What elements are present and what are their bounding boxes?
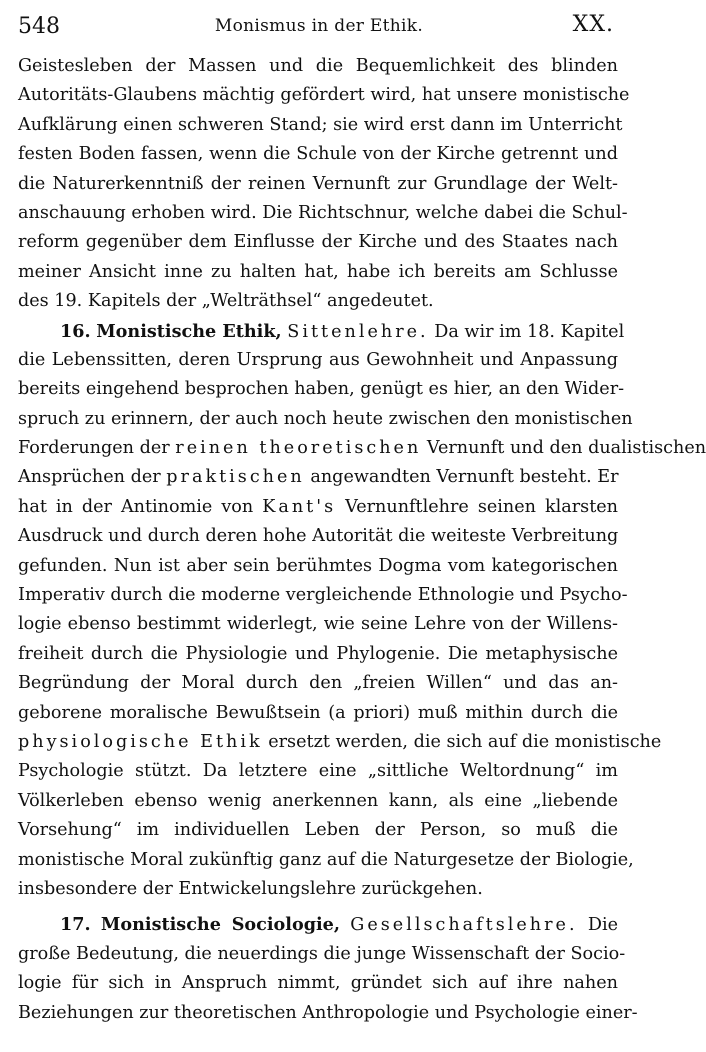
- text-line: die Naturerkenntniß der reinen Vernunft zur Grundlage der Welt-: [18, 173, 618, 194]
- text-fragment: Vernunft und den dualistischen: [426, 438, 706, 459]
- text-fragment: Die: [587, 915, 618, 936]
- emphasized-text: Kant's: [262, 496, 337, 517]
- page-number: 548: [18, 14, 60, 39]
- text-line: [18, 434, 706, 463]
- text-line: Vorsehung“ im individuellen Leben der Person, so muß die: [18, 820, 618, 841]
- text-fragment: Vernunftlehre seinen klarsten: [345, 496, 619, 517]
- section-16: [18, 317, 706, 905]
- text-line: die Lebenssitten, deren Ursprung aus Gewohnheit und Anpassung: [18, 349, 618, 370]
- text-line: große Bedeutung, die neuerdings die junge Wissenschaft der Socio-: [18, 943, 626, 964]
- section-heading-line: [18, 317, 625, 346]
- chapter-number: XX.: [572, 12, 614, 37]
- text-line: des 19. Kapitels der „Welträthsel“ angedeutet.: [18, 291, 434, 312]
- text-line: logie für sich in Anspruch nimmt, gründet sich auf ihre nahen: [18, 973, 618, 994]
- text-line: monistische Moral zukünftig ganz auf die Naturgesetze der Biologie,: [18, 849, 634, 870]
- page-header: [18, 6, 620, 42]
- text-line: bereits eingehend besprochen haben, genügt es hier, an den Wider-: [18, 379, 625, 400]
- section-title: Monistische Sociologie,: [100, 914, 341, 936]
- text-fragment: ersetzt werden, die sich auf die monistische: [268, 731, 662, 752]
- section-number: 16.: [60, 320, 91, 342]
- emphasized-text: physiologische Ethik: [18, 731, 263, 752]
- text-fragment: angewandten Vernunft besteht. Er: [310, 467, 619, 488]
- text-line: Beziehungen zur theoretischen Anthropologie und Psychologie einer-: [18, 1002, 638, 1023]
- section-17: [18, 910, 638, 1028]
- text-line: geborene moralische Bewußtsein (a priori) muß mithin durch die: [18, 702, 618, 723]
- text-line: Begründung der Moral durch den „freien Willen“ und das an-: [18, 673, 618, 694]
- text-line: Völkerleben ebenso wenig anerkennen kann, als eine „liebende: [18, 790, 618, 811]
- text-line: Imperativ durch die moderne vergleichende Ethnologie und Psycho-: [18, 585, 628, 606]
- text-line: Ausdruck und durch deren hohe Autorität die weiteste Verbreitung: [18, 526, 619, 547]
- text-line: Autoritäts-Glaubens mächtig gefördert wird, hat unsere monistische: [18, 85, 630, 106]
- text-line: [18, 493, 618, 522]
- text-line: insbesondere der Entwickelungslehre zurückgehen.: [18, 878, 483, 899]
- section-title: Monistische Ethik,: [96, 320, 282, 342]
- running-title: Monismus in der Ethik.: [214, 16, 424, 36]
- text-line: festen Boden fassen, wenn die Schule von der Kirche getrennt und: [18, 144, 618, 165]
- text-line: Aufklärung einen schweren Stand; sie wird erst dann im Unterricht: [18, 114, 623, 135]
- text-line: [18, 463, 618, 492]
- emphasized-text: praktischen: [166, 467, 305, 488]
- text-line: Psychologie stützt. Da letztere eine „sittliche Weltordnung“ im: [18, 761, 618, 782]
- text-line: freiheit durch die Physiologie und Phylogenie. Die metaphysische: [18, 643, 618, 664]
- text-line: spruch zu erinnern, der auch noch heute zwischen den monistischen: [18, 408, 633, 429]
- text-fragment: Forderungen der: [18, 438, 170, 459]
- paragraph-continuation: [18, 52, 630, 317]
- text-line: [18, 728, 662, 757]
- text-fragment: Da wir im 18. Kapitel: [434, 321, 625, 342]
- text-fragment: hat in der Antinomie von: [18, 496, 254, 517]
- text-line: reform gegenüber dem Einflusse der Kirche und des Staates nach: [18, 232, 618, 253]
- text-fragment: Ansprüchen der: [18, 467, 161, 488]
- section-number: 17.: [60, 914, 91, 936]
- text-line: gefunden. Nun ist aber sein berühmtes Dogma vom kategorischen: [18, 555, 618, 576]
- section-subtitle: Gesellschaftslehre.: [350, 915, 578, 936]
- text-line: logie ebenso bestimmt widerlegt, wie seine Lehre von der Willens-: [18, 614, 618, 635]
- text-line: meiner Ansicht inne zu halten hat, habe ich bereits am Schlusse: [18, 261, 618, 282]
- body-text: [18, 52, 706, 1028]
- text-line: Geistesleben der Massen und die Bequemlichkeit des blinden: [18, 56, 618, 76]
- section-heading-line: [18, 910, 618, 939]
- text-line: anschauung erhoben wird. Die Richtschnur, welche dabei die Schul-: [18, 202, 628, 223]
- emphasized-text: reinen theoretischen: [175, 438, 422, 459]
- section-subtitle: Sittenlehre.: [287, 321, 429, 342]
